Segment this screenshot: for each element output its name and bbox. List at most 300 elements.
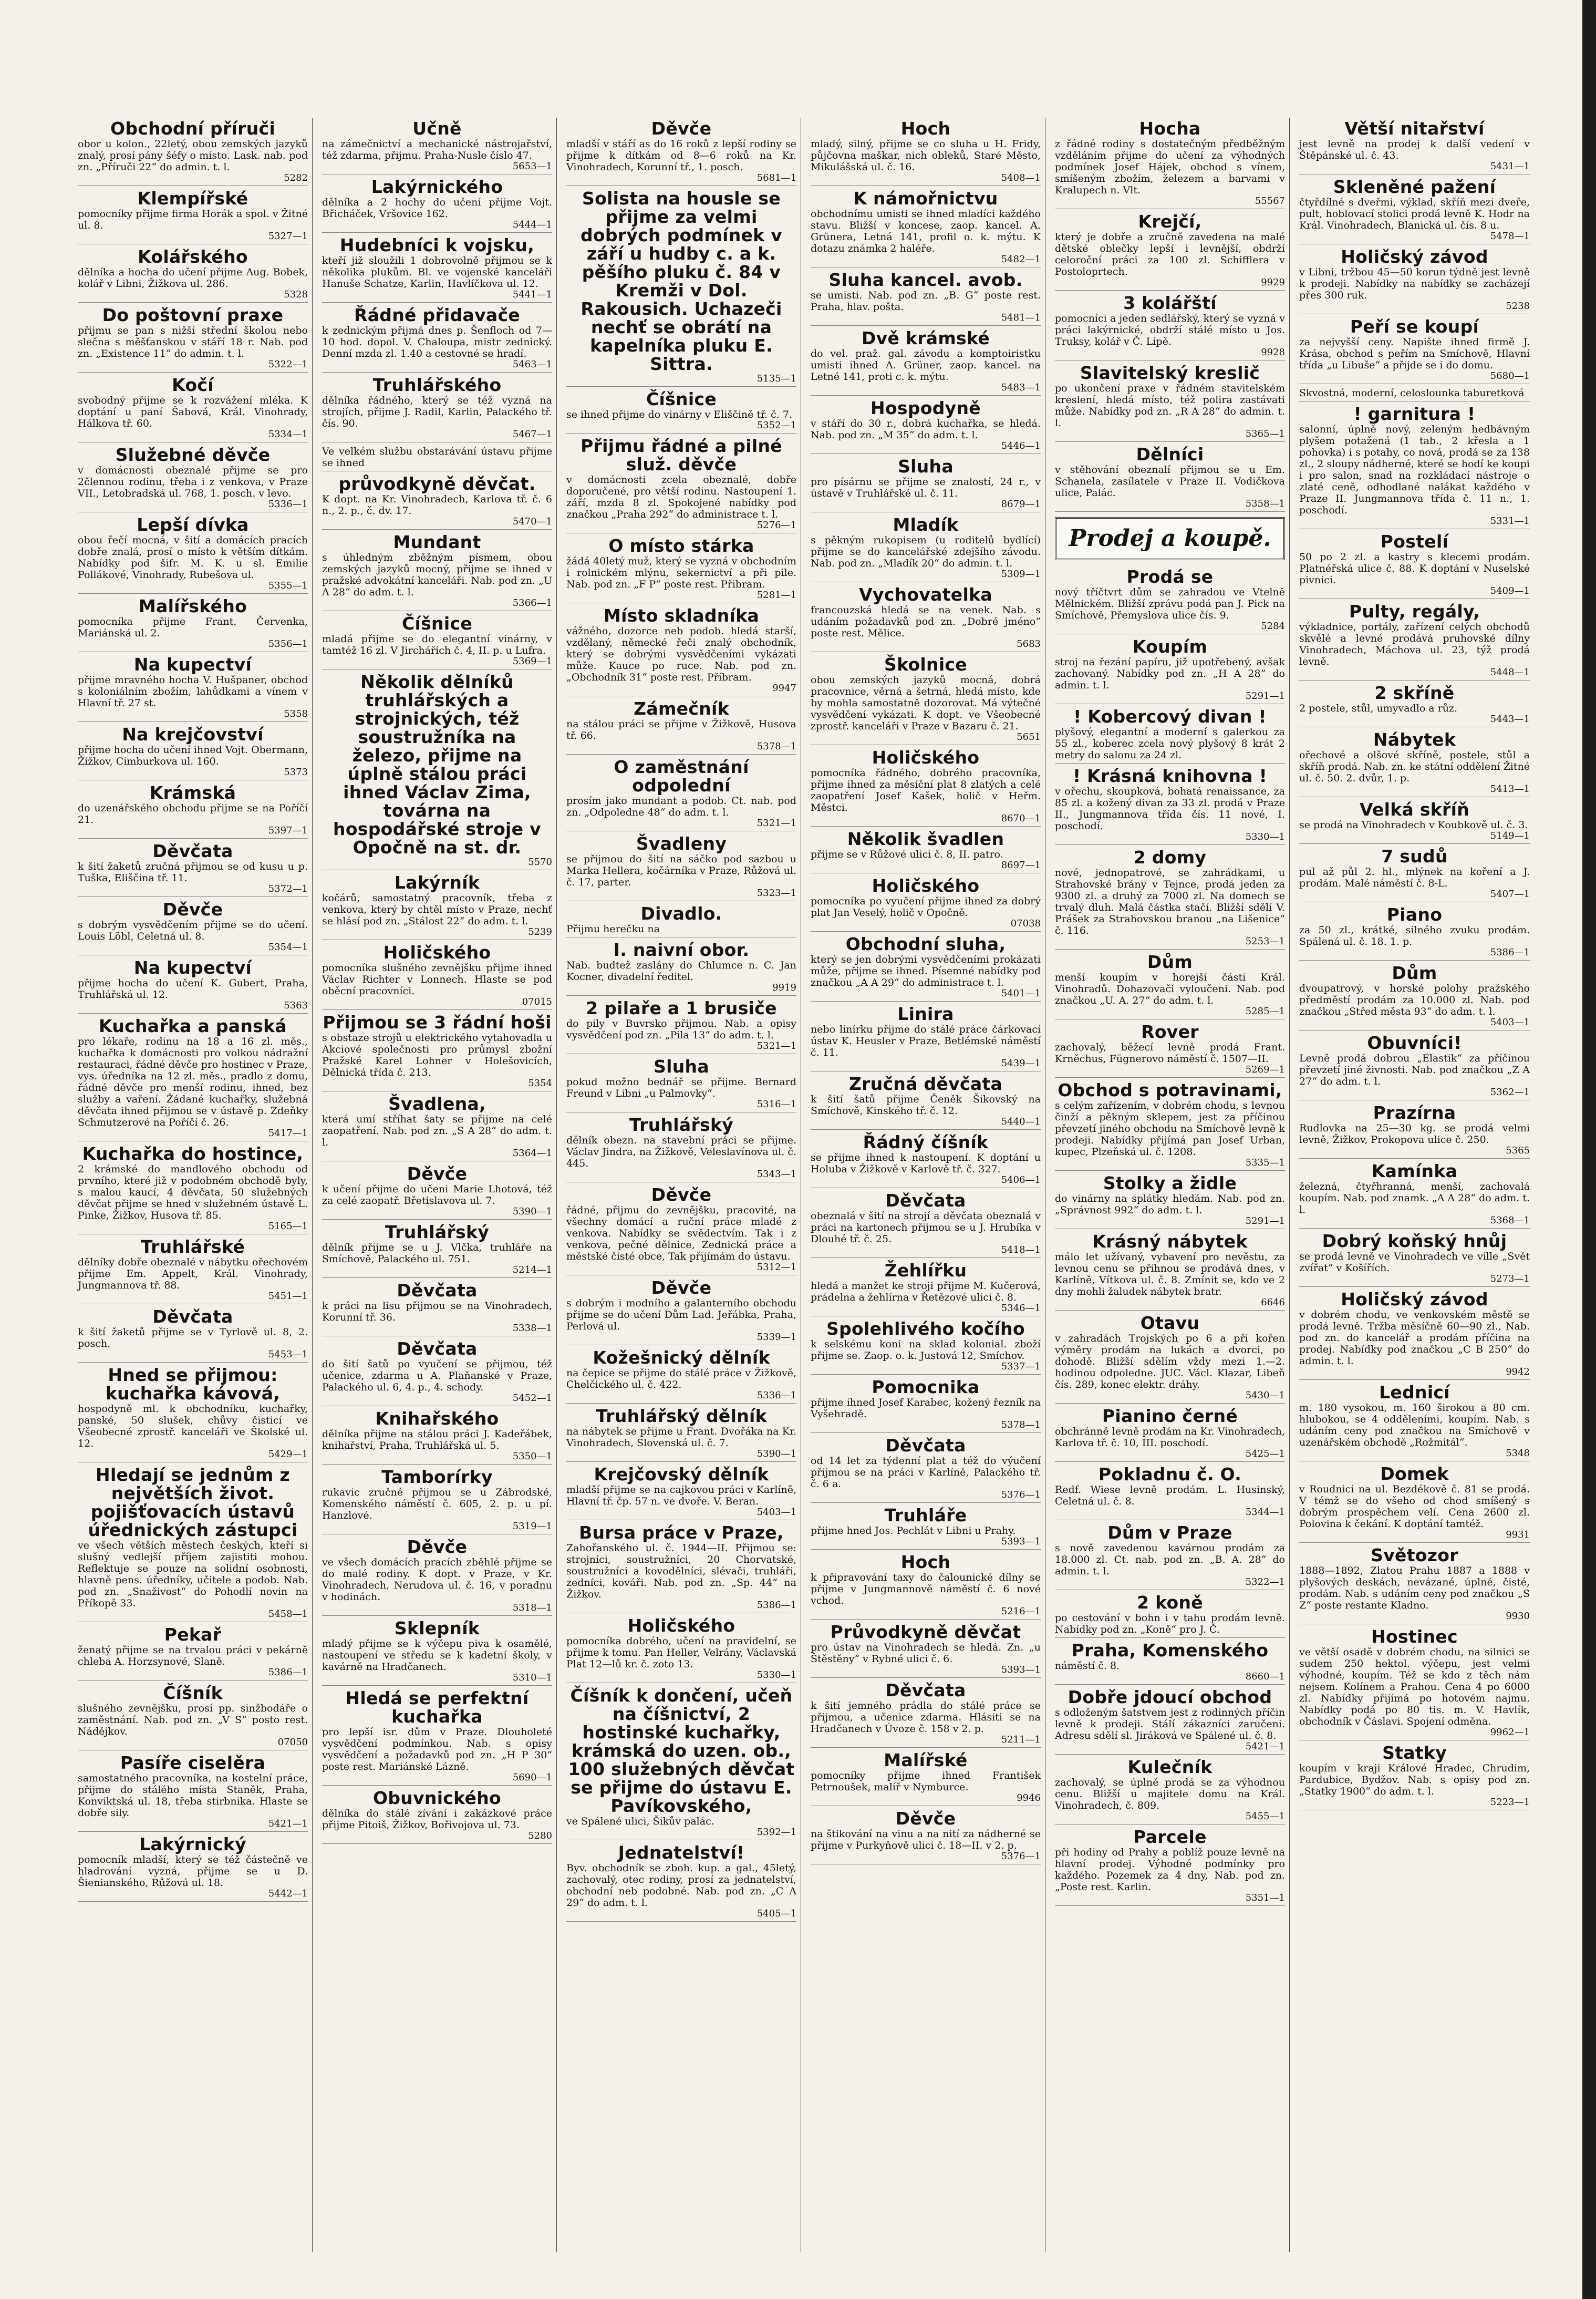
ad-text: výkladnice, portály, zařízení celých obchodů skvělé a levné prodává pruhovské dílny Vinohradech, Máchova ul. 23, týž prodá levně.	[1299, 621, 1530, 667]
ad-reference-number: 5216—1	[1001, 1606, 1041, 1617]
classified-ad	[1299, 800, 1530, 844]
ad-heading: Zámečník	[634, 698, 729, 719]
ad-heading: Solista na housle se přijme za velmi dobrých podmínek v září u hudby c. a k. pěšího pluku č. 84 v Kremži v Dol. Rakousich. Uchazeči nechť se obrátí na kapelníka pluku E. Sittra.	[580, 188, 783, 374]
ad-heading: Sklepník	[394, 1618, 480, 1638]
ad-text: pomocníka řádného, dobrého pracovníka, přijme ihned za měsíční plat 8 zlatých a celé zaopatření Josef Kašek, holič v Heřm. Městci.	[811, 767, 1041, 813]
ad-reference-number: 5378—1	[756, 741, 796, 752]
classified-ad	[322, 1538, 552, 1616]
classified-ad	[322, 178, 552, 233]
ad-reference-number: 5321—1	[756, 1040, 796, 1051]
ad-heading: Linira	[897, 1004, 954, 1024]
ad-text: přijme se v Růžové ulici č. 8, II. patro.	[811, 849, 1003, 860]
ad-reference-number: 5482—1	[1001, 254, 1041, 265]
classified-ad	[1055, 568, 1285, 634]
ad-reference-number: 5322—1	[268, 359, 308, 370]
ad-text: obou řečí mocná, v šití a domácích pracích dobře znalá, prosí o místo k větším dítkám. Nabídky pod šifr. M. K. u sl. Emilie Pollákové, Vinohrady, Rubešova ul.	[78, 534, 308, 581]
ad-heading: Krámská	[149, 782, 236, 803]
classified-ad	[78, 1307, 308, 1363]
ad-heading: Lednicí	[1379, 1382, 1450, 1403]
classified-ad	[566, 1279, 796, 1345]
classified-ad	[78, 1684, 308, 1750]
ad-heading: O místo stárka	[608, 535, 754, 556]
ad-reference-number: 5418—1	[1001, 1244, 1041, 1255]
ad-heading: Přijmou se 3 řádní hoši	[323, 1012, 552, 1033]
ad-text: obou zemských jazyků mocná, dobrá pracovnice, věrná a šetrná, hledá místo, kde by mohla samostatně dozorovat. Má výtečné vysvědčení vykázati. K dopt. ve Všeobecné zprostř. kanceláři v Praze v Bazaru č. 21.	[811, 674, 1041, 732]
ad-reference-number: 8697—1	[1001, 860, 1041, 871]
classified-ad	[1055, 953, 1285, 1019]
ad-reference-number: 5393—1	[1001, 1536, 1041, 1547]
ad-reference-number: 5253—1	[1245, 936, 1285, 947]
classified-ad	[1299, 1744, 1530, 1810]
ad-reference-number: 5386—1	[268, 1667, 308, 1678]
classified-ad	[566, 1057, 796, 1112]
ad-reference-number: 5352—1	[756, 420, 796, 431]
ad-text: ve větší osadě v dobrém chodu, na silnici se sudem 250 hektol. výčepu, jest velmi výhodné, koupím. Též se kdo z těch nám nejsem. Kolínem a Prahou. Cena 4 po 6000 zl. Nabídky přijímá po hotovém najmu. Nabídky podá po 80 tis. m. V. Havlík, obchodník v Čáslavi. Spojení odměna.	[1299, 1646, 1530, 1727]
classified-ad	[1299, 405, 1530, 529]
column-1	[74, 118, 313, 2252]
ad-heading: Lakýrnického	[371, 177, 503, 197]
ad-text: svobodný přijme se k rozvážení mléka. K doptání u paní Šabová, Král. Vinohrady, Hálkova tř. 60.	[78, 395, 308, 429]
ad-text: pro lékaře, rodinu na 18 a 16 zl. měs., kuchařka k domácnosti pro volkou nádražní restauraci, řádné děvče pro hostinec v Praze, vys. úředníka na 12 zl. měs., pradlo z domu, řádné děvče pro menší rodinu, ihned, bez služby a vaření. Žádané kuchařky, služebná děvčata ihned přijmou se v ústavě p. Zdeňky Schmutzerové na Poříčí č. 26.	[78, 1036, 308, 1128]
ad-reference-number: 5407—1	[1490, 889, 1530, 900]
ad-reference-number: 5390—1	[512, 1206, 552, 1217]
ad-heading: Číšnice	[401, 613, 473, 634]
ad-heading: Na kupectví	[133, 654, 252, 675]
ad-text: v dobrém chodu, ve venkovském městě se prodá levně. Tržba měsíčně 60—90 zl., Nab. pod zn. do kancelář a prodám příčina na prodej. Nabídky pod značkou „C B 250“ do admin. t. l.	[1299, 1309, 1530, 1367]
classified-ad	[1055, 1641, 1285, 1685]
classified-ad	[322, 1013, 552, 1091]
ad-heading: 3 kolářští	[1123, 293, 1217, 313]
ad-reference-number: 5442—1	[268, 1888, 308, 1899]
ad-heading: O zaměstnání odpolední	[614, 757, 749, 796]
ad-heading: Děvčata	[885, 1190, 966, 1211]
ad-reference-number: 5369—1	[512, 656, 552, 667]
ad-heading: Kuchařka do hostince,	[82, 1143, 304, 1164]
classified-ad	[1055, 848, 1285, 950]
ad-text: k šití žaketů zručná přijmou se od kusu u p. Tuška, Eliščina tř. 11.	[78, 861, 308, 884]
classified-ad	[566, 1185, 796, 1275]
ad-heading: Pekař	[164, 1624, 222, 1645]
ad-reference-number: 55567	[1255, 195, 1285, 207]
classified-ad	[78, 189, 308, 244]
ad-text: 2 postele, stůl, umyvadlo a růz.	[1299, 703, 1458, 714]
ad-heading: Hocha	[1139, 118, 1201, 139]
column-3	[562, 118, 801, 2252]
ad-text: z řádné rodiny s dostatečným předběžným vzděláním přijme do učení za výhodných podmínek Josef Hájek, obchod s vínem, smíšeným zbožím, železem a barvami v Kralupech n. Vlt.	[1055, 138, 1285, 196]
classified-ad	[322, 873, 552, 940]
ad-heading: Obchodní příruči	[110, 118, 275, 139]
ad-reference-number: 07015	[522, 996, 552, 1007]
classified-ad	[322, 533, 552, 611]
classified-ad	[1055, 637, 1285, 704]
ad-heading: ! Kobercový divan !	[1073, 706, 1267, 727]
classified-ad	[1055, 767, 1285, 845]
classified-ad	[566, 699, 796, 755]
ad-text: k šití šatů přijme Čeněk Šikovský na Smíchově, Kinského tř. č. 12.	[811, 1094, 1041, 1117]
ad-heading: Pianino černé	[1102, 1406, 1238, 1426]
ad-heading: Děvče	[651, 1277, 712, 1298]
ad-heading: 2 koně	[1137, 1592, 1203, 1613]
ad-reference-number: 5430—1	[1245, 1390, 1285, 1401]
ad-heading: Číšnice	[646, 389, 717, 409]
ad-reference-number: 5390—1	[756, 1448, 796, 1459]
section-banner: Prodej a koupě.	[1055, 517, 1285, 560]
ad-text: za nejvyšší ceny. Napište ihned firmě J. Krása, obchod s peřím na Smíchově, Hlavní třída „u Libuše“ a přijde se i do domu.	[1299, 336, 1530, 371]
ad-heading: Děvčata	[397, 1338, 478, 1359]
ad-heading: Sluha	[654, 1056, 709, 1077]
ad-heading: Dům	[1392, 963, 1437, 983]
classified-ad	[1055, 1081, 1285, 1171]
ad-text: náměstí č. 8.	[1055, 1660, 1120, 1672]
ad-heading: Knihařského	[375, 1408, 499, 1429]
column-4	[806, 118, 1045, 2252]
classified-ad	[1055, 294, 1285, 360]
ad-heading: Statky	[1382, 1743, 1447, 1763]
classified-ad	[811, 1553, 1041, 1620]
ad-reference-number: 5285—1	[1245, 1006, 1285, 1017]
ad-text: s celým zařízením, v dobrém chodu, s levnou činží a pěkným sklepem, jest za příčinou převzetí jiného obchodu na Smíchově levně k prodeji. Nabídky přijímá pan Josef Urban, kupec, Plzeňská ul. č. 1208.	[1055, 1100, 1285, 1158]
ad-text: na stálou práci se přijme v Žižkově, Husova tř. 66.	[566, 718, 796, 741]
classified-ad	[322, 1339, 552, 1406]
ad-reference-number: 5397—1	[268, 825, 308, 836]
ad-text: čtyřdílné s dveřmi, výklad, skříň mezi dveře, pult, hoblovací stolici prodá levně K. Hodr na Král. Vinohradech, Blanická ul. čís. 8 u.	[1299, 197, 1530, 231]
ad-reference-number: 5273—1	[1490, 1273, 1530, 1284]
ad-text: m. 180 vysokou, m. 160 širokou a 80 cm. hlubokou, se 4 odděleními, koupím. Nab. s udáním ceny pod značkou na Smíchově v uzenářském obchodě „Rožmitál“.	[1299, 1402, 1530, 1448]
classified-ad	[811, 655, 1041, 745]
ad-text: pomocníka po vyučení přijme ihned za dobrý plat Jan Veselý, holič v Opočně.	[811, 895, 1041, 919]
ad-reference-number: 5401—1	[1001, 988, 1041, 999]
ad-reference-number: 5362—1	[1490, 1087, 1530, 1098]
ad-heading: Děvče	[162, 899, 223, 920]
ad-text: pomocníka slušného zevnějšku přijme ihned Václav Richter v Lonnech. Hlaste se pod oběcní pracovníci.	[322, 962, 552, 997]
ad-reference-number: 5358	[284, 708, 308, 719]
ad-heading: Švadleny	[636, 833, 727, 854]
ad-reference-number: 5651	[1017, 731, 1041, 743]
classified-ad	[322, 1789, 552, 1844]
ad-reference-number: 9962—1	[1490, 1727, 1530, 1738]
ad-reference-number: 5458—1	[268, 1609, 308, 1620]
ad-text: v Roudnici na ul. Bezdékově č. 81 se prodá. V témž se do všeho od chod smíšený s dobrým prospěchem velí. Cena 2600 zl. Polovina k čekání. K doptání tamtéž.	[1299, 1483, 1530, 1530]
ad-reference-number: 5343—1	[756, 1169, 796, 1180]
classified-ad	[78, 958, 308, 1014]
ad-heading: Služebné děvče	[115, 445, 271, 465]
column-5	[1051, 118, 1290, 2252]
ad-reference-number: 07038	[1010, 918, 1041, 929]
classified-ad	[322, 1164, 552, 1220]
ad-text: salonní, úplně nový, zeleným hedbávným plyšem potažená (1 tab., 2 křesla a 1 pohovka) i s potahy, co nová, prodá se za 138 zl., 2 sloupy nádherné, které se hodí ke koupi i pro salon, snad na rozkládací nástroje o zlaté ceně, odhodlané nalákat každého v Praze II. Jungmannova třída č. 11 n., 1. poschodí.	[1299, 424, 1530, 516]
ad-text: nový tříčtvrt dům se zahradou ve Vtelně Mělnickém. Bližší zprávu podá pan J. Pick na Smíchově, Přemyslova ulice čís. 9.	[1055, 586, 1285, 621]
ad-text: k zednickým přijmá dnes p. Šenfloch od 7—10 hod. dopol. V. Chaloupa, mistr zednický. Denní mzda zl. 1.40 a cestovné se hradí.	[322, 325, 552, 359]
ad-heading: Holičského	[627, 1615, 735, 1636]
ad-reference-number: 5327—1	[268, 231, 308, 242]
ad-reference-number: 5386—1	[756, 1600, 796, 1611]
ad-reference-number: 5336—1	[756, 1390, 796, 1401]
ad-reference-number: 5310—1	[512, 1672, 552, 1683]
ad-text: s úhledným zběžným písmem, obou zemských jazyků mocný, přijme se ihned v pražské advokátní kanceláři. Nab. pod zn. „U A 28“ do adm. t. l.	[322, 552, 552, 598]
ad-text: do uzenářského obchodu přijme se na Poříčí 21.	[78, 802, 308, 826]
ad-reference-number: 5149—1	[1490, 830, 1530, 841]
ad-heading: Hoch	[900, 118, 951, 139]
ad-text: ořechové a olšové skříně, postele, stůl a skříň prodá. Nab. zn. ke státní oddělení Žitné ul. č. 50. 2. dvůr, 1. p.	[1299, 749, 1530, 784]
ad-reference-number: 5451—1	[268, 1291, 308, 1302]
ad-reference-number: 5403—1	[1490, 1017, 1530, 1028]
ad-text: ženatý přijme se na trvalou práci v pekárně chleba A. Horzsynové, Slaně.	[78, 1644, 308, 1667]
classified-ad	[566, 119, 796, 186]
classified-ad	[1055, 1688, 1285, 1755]
ad-heading: Dům v Praze	[1107, 1522, 1232, 1543]
page-edge-shadow	[1582, 0, 1596, 2299]
ad-heading: Řádné přidavače	[354, 305, 520, 325]
ad-text: mladý přijme se k výčepu piva k osamělé, nastoupení ve středu se k kadetní školy, v kavárně na Hradčanech.	[322, 1638, 552, 1673]
ad-heading: Praha, Komenského	[1071, 1640, 1269, 1661]
ad-heading: Větší nitařství	[1344, 118, 1485, 139]
ad-heading: Přijmu řádné a pilné služ. děvče	[581, 436, 782, 475]
ad-heading: Řádný číšník	[863, 1132, 989, 1152]
classified-ad	[78, 446, 308, 512]
ad-reference-number: 5346—1	[1001, 1303, 1041, 1314]
ad-text: slušného zevnějšku, prosí pp. sinžbodáře o zaměstnání. Nab. pod zn. „V S“ posto rest. Nádějkov.	[78, 1703, 308, 1737]
ad-text: dvoupatrový, v horské polohy pražského předměstí prodám za 10.000 zl. Nab. pod značkou „Střed města 93“ do adm. t. l.	[1299, 983, 1530, 1017]
ad-text: kočárů, samostatný pracovník, třeba z venkova, který by chtěl místo v Praze, nechť se hlásí pod zn. „Stálost 22“ do adm. t. l.	[322, 892, 552, 927]
ad-text: nové, jednopatrové, se zahrádkami, u Strahovské brány v Tejnce, prodá jeden za 9300 zl. a druhý za 7000 zl. Na domech se trvalý dluh. Malá částka stačí. Bližší sdělí V. Prášek za Strahovskou branou „na Lišenice“ č. 116.	[1055, 867, 1285, 936]
classified-ad	[811, 1623, 1041, 1678]
ad-reference-number: 5365	[1506, 1145, 1530, 1156]
ad-text: samostatného pracovníka, na kostelní práce, přijme do stálého místa Staněk, Praha, Konviktská ul. 18, třeba stirbnika. Hlaste se dobře sily.	[78, 1772, 308, 1819]
ad-text: mladý, silný, přijme se co sluha u H. Fridy, půjčovna maškar, nich obleků, Staré Město, Mikulášská ul. č. 16.	[811, 138, 1041, 173]
classified-ad	[1055, 1407, 1285, 1462]
ad-heading: Holičského	[872, 747, 980, 768]
ad-heading: Vychovatelka	[859, 584, 992, 605]
ad-text: Redf. Wiese levně prodám. L. Husinský, Celetná ul. č. 8.	[1055, 1484, 1285, 1507]
ad-heading: Divadlo.	[640, 903, 722, 924]
ad-text: přijmu se pan s nižší střední školou nebo slečna s měšťanskou v stáří 18 r. Nab. pod zn. „Existence 11“ do admin. t. l.	[78, 325, 308, 359]
ad-text: mladá přijme se do elegantní vinárny, v tamtéž 16 zl. V Jirchářích č. 4, II. p. u Lufra.	[322, 633, 552, 656]
ad-reference-number: 5413—1	[1490, 783, 1530, 795]
ad-text: 1888—1892, Zlatou Prahu 1887 a 1888 v plyšových deskách, nevázané, úplné, čisté, prodám. Nab. s udáním ceny pod značkou „S Z“ poste restante Kladno.	[1299, 1565, 1530, 1611]
ad-reference-number: 5681—1	[756, 172, 796, 183]
classified-ad	[1055, 1523, 1285, 1590]
ad-reference-number: 5223—1	[1490, 1797, 1530, 1808]
ad-heading: Hostinec	[1371, 1626, 1458, 1647]
ad-reference-number: 5455—1	[1245, 1811, 1285, 1822]
ad-reference-number: 8679—1	[1001, 499, 1041, 510]
classified-ad	[566, 941, 796, 996]
ad-text: ve všech domácích pracích zběhlé přijme se do malé rodiny. K dopt. v Praze, v Kr. Vinohradech, Nerudova ul. č. 16, v poradnu v hodinách.	[322, 1556, 552, 1603]
classified-columns	[74, 118, 1564, 2252]
ad-reference-number: 5429—1	[268, 1449, 308, 1460]
ad-heading: Mladík	[893, 514, 959, 535]
ad-reference-number: 5318—1	[512, 1602, 552, 1613]
classified-ad	[322, 236, 552, 303]
ad-reference-number: 5336—1	[268, 499, 308, 510]
classified-ad	[322, 673, 552, 870]
ad-heading: Nábytek	[1373, 729, 1456, 750]
ad-reference-number: 5328	[284, 289, 308, 300]
ad-reference-number: 5354—1	[268, 942, 308, 953]
ad-heading: Kamínka	[1371, 1161, 1458, 1181]
ad-text: se prodá levně ve Vinohradech ve ville „Svět zvířat“ v Košířích.	[1299, 1251, 1530, 1274]
ad-reference-number: 5280	[528, 1830, 552, 1841]
ad-heading: Dobře jdoucí obchod	[1068, 1687, 1272, 1707]
ad-text: zachovalý, se úplně prodá se za výhodnou cenu. Bližší u majitele domu na Král. Vinohradech, č. 809.	[1055, 1777, 1285, 1811]
classified-ad	[811, 1506, 1041, 1550]
classified-ad	[78, 1145, 308, 1234]
classified-ad	[322, 119, 552, 174]
classified-ad	[1055, 1232, 1285, 1311]
ad-text: po cestování v bohn i v tahu prodám levně. Nabídky pod zn. „Koně“ pro J. Č.	[1055, 1612, 1285, 1635]
ad-reference-number: 5373	[284, 767, 308, 778]
classified-ad	[1299, 1383, 1530, 1461]
ad-heading: Holičský závod	[1341, 246, 1488, 267]
classified-ad	[322, 306, 552, 373]
ad-reference-number: 5392—1	[756, 1827, 796, 1838]
ad-text: přijme ihned Josef Karabec, kožený řezník na Vyšehradě.	[811, 1397, 1041, 1420]
ad-reference-number: 5355—1	[268, 580, 308, 591]
ad-reference-number: 5331—1	[1490, 516, 1530, 527]
ad-heading: Spolehlivého kočího	[826, 1318, 1025, 1339]
classified-ad	[78, 1238, 308, 1304]
ad-reference-number: 9929	[1261, 277, 1285, 288]
ad-reference-number: 8660—1	[1245, 1671, 1285, 1682]
ad-heading: Kulečník	[1127, 1757, 1212, 1777]
classified-ad	[1299, 730, 1530, 797]
ad-reference-number: 9930	[1506, 1611, 1530, 1622]
ad-heading: Na kupectví	[133, 957, 252, 978]
ad-heading: Krejčí,	[1138, 211, 1202, 232]
classified-ad	[1299, 1290, 1530, 1380]
ad-heading: Piano	[1386, 904, 1443, 925]
ad-reference-number: 5358—1	[1245, 498, 1285, 509]
ad-heading: Světozor	[1371, 1545, 1458, 1565]
ad-reference-number: 5351—1	[1245, 1892, 1285, 1903]
classified-ad	[811, 1005, 1041, 1071]
classified-ad	[78, 597, 308, 652]
ad-text: s pěkným rukopisem (u roditelů bydlící) přijme se do kancelářské zdejšího závodu. Nab. pod zn. „Mladík 20“ do admin. t. l.	[811, 534, 1041, 569]
ad-heading: Hned se přijmou: kuchařka kávová,	[105, 1365, 281, 1404]
ad-reference-number: 9919	[772, 982, 796, 993]
ad-text: zachovalý, běžecí levně prodá Frant. Krněchus, Fügnerovo náměstí č. 1507—II.	[1055, 1042, 1285, 1065]
ad-text: na nábytek se přijme u Frant. Dvořáka na Kr. Vinohradech, Slovenská ul. č. 7.	[566, 1426, 796, 1449]
ad-heading: Dům	[1147, 952, 1193, 972]
ad-reference-number: 5452—1	[512, 1393, 552, 1404]
ad-text: ve Spálené ulici, Šikův palác.	[566, 1816, 714, 1827]
classified-ad	[1055, 364, 1285, 442]
ad-text: obchránně levně prodám na Kr. Vinohradech, Karlova tř. č. 10, III. poschodí.	[1055, 1426, 1285, 1449]
ad-heading: K námořnictvu	[853, 188, 998, 209]
ad-text: koupím v kraji Králové Hradec, Chrudim, Pardubice, Bydžov. Nab. s opisy pod zn. „Statky 1900“ do adm. t. l.	[1299, 1762, 1530, 1797]
classified-ad	[811, 877, 1041, 932]
classified-ad	[1055, 1828, 1285, 1906]
classified-ad	[566, 1523, 796, 1613]
ad-text: Byv. obchodník se zboh. kup. a gal., 45letý, zachovalý, otec rodiny, prosí za jednatelství, obchodní neb podobné. Nab. pod zn. „C A 29“ do adm. t. l.	[566, 1862, 796, 1909]
ad-text: prosím jako mundant a podob. Ct. nab. pod zn. „Odpoledne 48“ do adm. t. l.	[566, 795, 796, 818]
ad-reference-number: 5282	[284, 172, 308, 183]
ad-reference-number: 5483—1	[1001, 382, 1041, 393]
classified-ad	[1299, 119, 1530, 174]
ad-text: málo let užívaný, vybavení pro nevěstu, za levnou cenu se přihnou se prodává dnes, v Karlíně, Vítkova ul. č. 8. Zmínit se, kdo ve 2 dny mohli žaludek nábytek bratr.	[1055, 1251, 1285, 1297]
ad-heading: 7 sudů	[1381, 846, 1448, 867]
classified-ad	[566, 834, 796, 901]
ad-text: přijme hocha do učení K. Gubert, Praha, Truhlářská ul. 12.	[78, 977, 308, 1001]
ad-reference-number: 5393—1	[1001, 1664, 1041, 1675]
ad-text: v ořechu, skoupková, bohatá renaissance, za 85 zl. a kožený divan za 33 zl. prodá v Praze II., Jungmannova třída čís. 11 nové, I. poschodí.	[1055, 786, 1285, 832]
ad-heading: Truhlářský	[629, 1115, 734, 1135]
ad-text: se umisti. Nab. pod zn. „B. G“ poste rest. Praha, hlav. pošta.	[811, 290, 1041, 313]
ad-text: dělník přijme se u J. Vlčka, truhláře na Smíchově, Palackého ul. 751.	[322, 1242, 552, 1265]
classified-ad	[566, 390, 796, 434]
ad-text: do pily v Buvrsko přijmou. Nab. a opisy vysvědčení pod zn. „Pila 13“ do adm. t. l.	[566, 1018, 796, 1041]
ad-text: k práci na lisu přijmou se na Vinohradech, Korunní tř. 36.	[322, 1300, 552, 1323]
ad-heading: Obuvnického	[373, 1788, 501, 1808]
ad-heading: Slavitelský kreslič	[1080, 363, 1260, 383]
ad-reference-number: 5281—1	[756, 590, 796, 601]
ad-text: vážného, dozorce neb podob. hledá starší, vzdělaný, německé řeči znalý obchodník, který se dobrými vysvědčeními vykázati může. Kauce po ruce. Nab. pod zn. „Obchodník 31“ poste rest. Příbram.	[566, 625, 796, 683]
ad-text: mladší v stáří as do 16 roků z lepší rodiny se přijme k dítkám od 8—6 roků na Kr. Vinohradech, Korunní tř., 1. posch.	[566, 138, 796, 173]
classified-ad	[811, 1681, 1041, 1748]
ad-heading: Truhlářský dělník	[596, 1406, 767, 1426]
ad-text: Skvostná, moderní, celoslounka taburetková	[1299, 387, 1525, 399]
classified-ad	[811, 1378, 1041, 1433]
classified-ad	[1299, 1627, 1530, 1740]
ad-heading: Bursa práce v Praze,	[579, 1522, 784, 1543]
ad-heading: Lakýrník	[394, 872, 480, 893]
ad-text: s dobrým vysvědčením přijme se do učení. Louis Löbl, Celetná ul. 8.	[78, 919, 308, 942]
ad-reference-number: 5321—1	[756, 818, 796, 829]
ad-text: kteří již sloužili 1 dobrovolně přijmou se k několika plukům. Bl. ve vojenské kanceláři Hanuše Schatze, Karlin, Havlíčkova ul. 12.	[322, 255, 552, 290]
ad-reference-number: 5312—1	[756, 1262, 796, 1273]
ad-text: dělníky dobře obeznalé v nábytku ořechovém přijme Em. Appelt, Král. Vinohrady, Jungmannova tř. 88.	[78, 1256, 308, 1291]
ad-text: železná, čtyřhranná, menší, zachovalá koupím. Nab. pod znamk. „A A 28“ do adm. t. l.	[1299, 1181, 1530, 1215]
ad-heading: Hospodyně	[870, 398, 981, 418]
ad-text: dělníka a hocha do učení přijme Aug. Bobek, kolář v Libni, Žižkova ul. 286.	[78, 266, 308, 290]
ad-text: pul až půl 2. hl., mlýnek na koření a J. prodám. Malé náměstí č. 8-L.	[1299, 866, 1530, 889]
ad-heading: Číšník k dončení, učeň na číšnictví, 2 hostinské kuchařky, krámská do uzen. ob., 100 služebných děvčat se přijme do ústavu E. Pavíkovského,	[568, 1685, 795, 1816]
ad-reference-number: 5356—1	[268, 638, 308, 650]
classified-ad	[322, 1468, 552, 1534]
ad-text: se přijmou do šití na sáčko pod sazbou u Marka Hellera, kočárníka v Praze, Růžová ul. č. 17, parter.	[566, 853, 796, 888]
ad-text: přijme hocha do učení ihned Vojt. Obermann, Žižkov, Cimburkova ul. 160.	[78, 744, 308, 767]
ad-heading: Několik švadlen	[847, 829, 1004, 849]
ad-heading: Kolářského	[138, 246, 248, 267]
ad-text: v Libni, tržbou 45—50 korun týdně jest levně k prodeji. Nabídky na nabídky se zacházejí přes 300 ruk.	[1299, 266, 1530, 301]
ad-heading: Děvčata	[152, 841, 233, 861]
ad-heading: Truhlářského	[372, 375, 502, 395]
ad-text: Ve velkém službu obstarávání ústavu přijme se ihned	[322, 446, 552, 469]
ad-reference-number: 6646	[1261, 1297, 1285, 1308]
ad-heading: Krejčovský dělník	[594, 1464, 769, 1484]
ad-heading: Žehlířku	[884, 1260, 967, 1281]
ad-text: jest levně na prodej k další vedení v Štěpánské ul. č. 43.	[1299, 138, 1530, 161]
ad-text: se prodá na Vinohradech v Koubkově ul. č. 3.	[1299, 819, 1528, 831]
classified-ad	[1299, 1162, 1530, 1229]
ad-text: do vel. praž. gal. závodu a komptoiristku umisti ihned A. Grüner, zaop. kancel. na Letné 141, proti c. k. mýtu.	[811, 348, 1041, 383]
classified-ad	[1055, 1023, 1285, 1078]
ad-heading: 2 pilaře a 1 brusiče	[586, 998, 777, 1018]
ad-reference-number: 5354	[528, 1078, 552, 1089]
ad-reference-number: 9942	[1506, 1366, 1530, 1377]
ad-reference-number: 5376—1	[1001, 1851, 1041, 1862]
ad-text: v domácnosti obeznalé přijme se pro 2člennou rodinu, třeba i z venkova, v Praze VII., Letobradská ul. 768, 1. posch. v levo.	[78, 465, 308, 499]
ad-reference-number: 5322—1	[1245, 1576, 1285, 1587]
classified-ad	[322, 1281, 552, 1336]
ad-heading: Truhláře	[884, 1505, 967, 1525]
ad-heading: Zručná děvčata	[848, 1074, 1003, 1094]
ad-reference-number: 5431—1	[1490, 161, 1530, 172]
ad-heading: I. naivní obor.	[613, 940, 750, 960]
ad-reference-number: 5339—1	[756, 1332, 796, 1343]
ad-text: stroj na řezání papíru, již upotřebený, avšak zachovaný. Nabídky pod zn. „H A 28“ do admin. t. l.	[1055, 656, 1285, 691]
ad-heading: Kožešnický dělník	[593, 1347, 770, 1368]
